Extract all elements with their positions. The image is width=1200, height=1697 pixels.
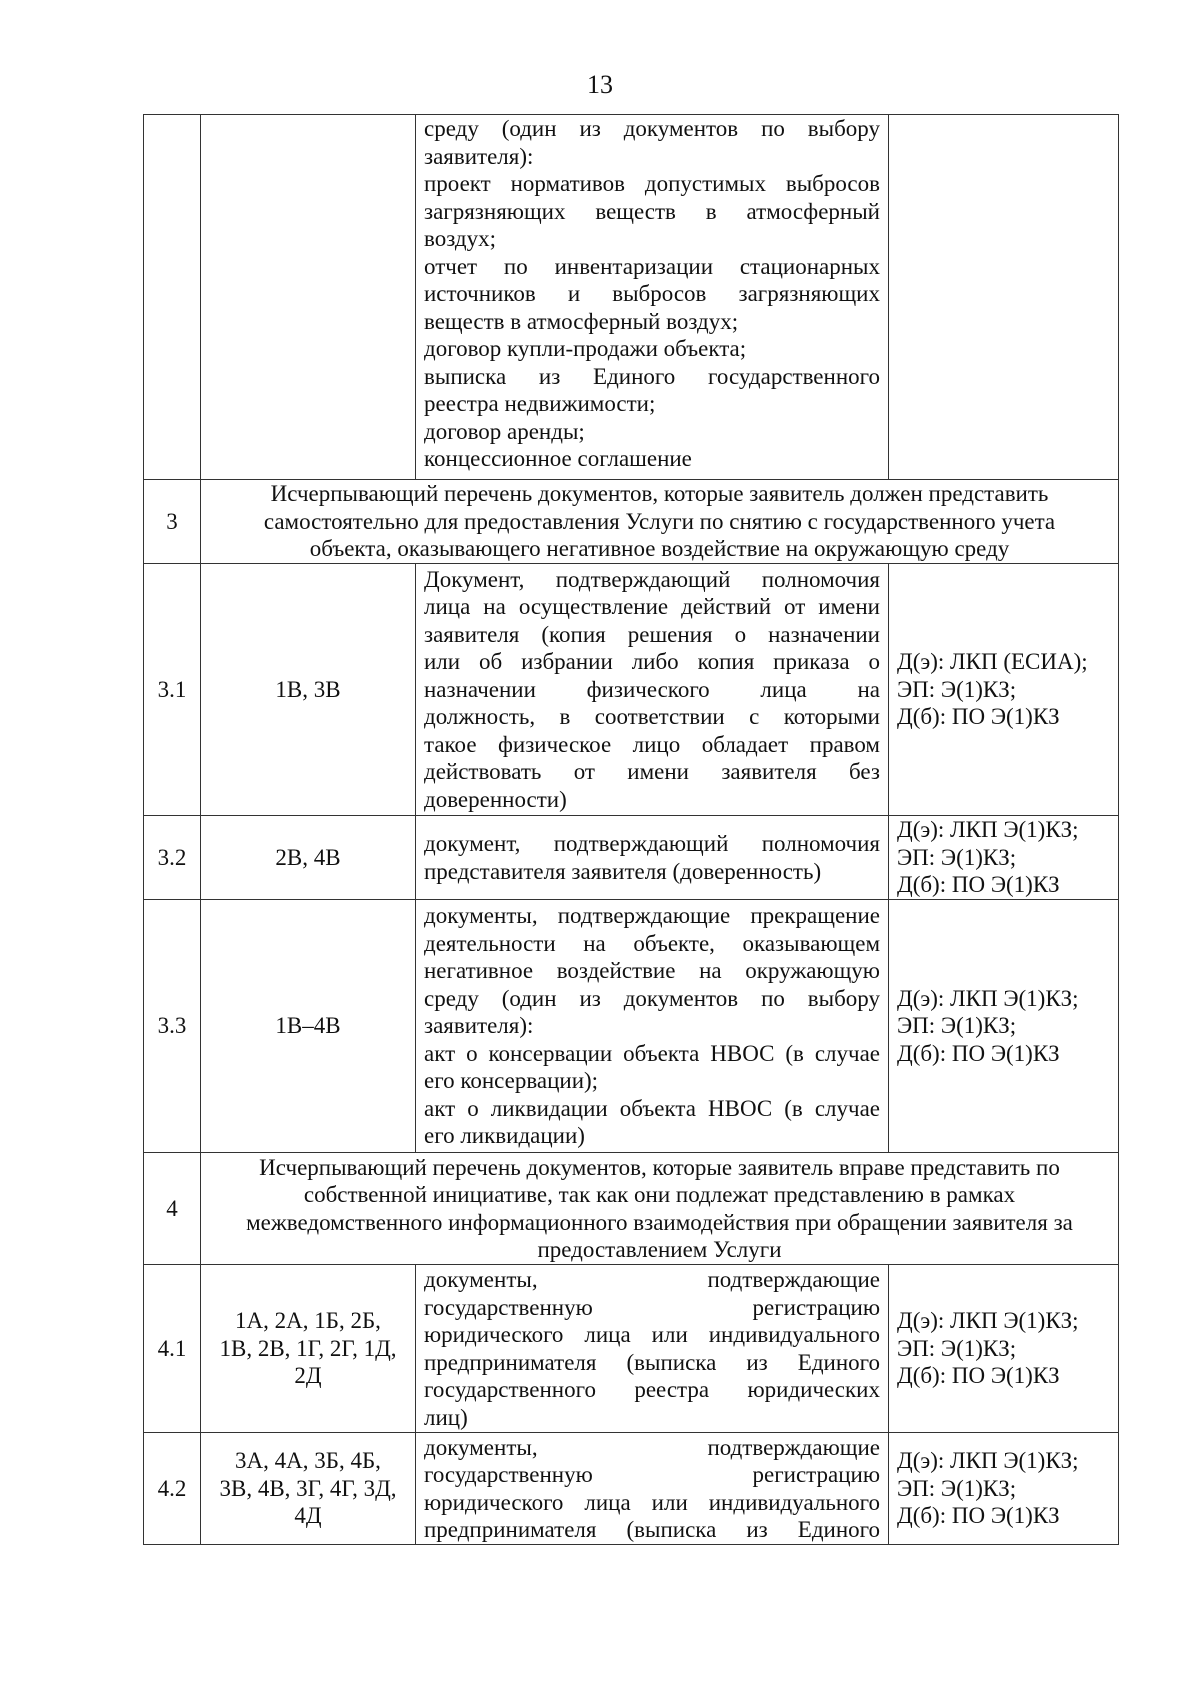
- section-title-line: самостоятельно для предоставления Услуги по снятию с государственного учета: [263, 508, 1056, 534]
- submission-way: ЭП: Э(1)КЗ;: [897, 844, 1017, 870]
- submission-way: Д(б): ПО Э(1)КЗ: [897, 1503, 1060, 1529]
- doc-line: государственную регистрацию: [424, 1462, 880, 1487]
- doc-line: выписка из Единого государственного: [424, 363, 880, 389]
- submission-ways-cell: [889, 564, 1119, 816]
- submission-way: Д(э): ЛКП Э(1)КЗ;: [897, 1448, 1079, 1474]
- category-line: 3В, 4В, 3Г, 4Г, 3Д,: [219, 1475, 397, 1501]
- section-title: [201, 1153, 1119, 1265]
- submission-ways-cell: [889, 900, 1119, 1153]
- doc-line: должность, в соответствии с которыми: [424, 704, 880, 730]
- section-number: 4: [144, 1153, 201, 1265]
- page-number: 13: [587, 70, 613, 99]
- doc-line: юридического лица или индивидуального: [424, 1489, 880, 1515]
- row-number: 3.2: [144, 816, 201, 900]
- section-row-3: [144, 480, 1119, 564]
- submission-way: Д(э): ЛКП Э(1)КЗ;: [897, 1308, 1079, 1334]
- doc-line: документы, подтверждающие прекращение: [424, 903, 880, 929]
- doc-line: предпринимателя (выписка из Единого: [424, 1517, 880, 1542]
- doc-line: среду (один из документов по выбору: [424, 985, 880, 1011]
- submission-way: Д(б): ПО Э(1)КЗ: [897, 1363, 1060, 1389]
- section-number: 3: [144, 480, 201, 564]
- doc-line: загрязняющих веществ в атмосферный: [424, 198, 880, 224]
- doc-line: воздух;: [424, 226, 496, 251]
- documents-cell: [416, 816, 889, 900]
- doc-line: лица на осуществление действий от имени: [424, 594, 880, 620]
- doc-line: назначении физического лица на: [424, 676, 880, 702]
- doc-line: лиц): [424, 1404, 468, 1430]
- doc-line: документы, подтверждающие: [424, 1267, 880, 1292]
- section-title-line: предоставлением Услуги: [537, 1237, 782, 1262]
- submission-ways-cell: [889, 1265, 1119, 1433]
- row-number-cell: [144, 115, 201, 480]
- doc-line: Документ, подтверждающий полномочия: [424, 566, 880, 592]
- submission-way: ЭП: Э(1)КЗ;: [897, 676, 1017, 702]
- applicant-categories: 2В, 4В: [201, 816, 416, 900]
- doc-line: акт о ликвидации объекта НВОС (в случае: [424, 1095, 880, 1121]
- category-cell: [201, 115, 416, 480]
- table-row-4-1: [144, 1265, 1119, 1433]
- applicant-categories: [201, 1265, 416, 1433]
- doc-line: или об избрании либо копия приказа о: [424, 649, 880, 675]
- category-line: 1В, 2В, 1Г, 2Г, 1Д,: [219, 1335, 397, 1361]
- documents-cell: [416, 115, 889, 480]
- section-title-line: межведомственного информационного взаимодействия при обращении заявителя за: [246, 1209, 1073, 1235]
- row-number: 4.1: [144, 1265, 201, 1433]
- category-line: 4Д: [294, 1503, 322, 1529]
- row-number: 4.2: [144, 1433, 201, 1545]
- section-row-4: [144, 1153, 1119, 1265]
- submission-way: Д(б): ПО Э(1)КЗ: [897, 704, 1060, 730]
- submission-way: Д(э): ЛКП Э(1)КЗ;: [897, 817, 1079, 843]
- table-row-4-2: [144, 1433, 1119, 1545]
- doc-line: отчет по инвентаризации стационарных: [424, 253, 880, 279]
- table-row-continued: [144, 115, 1119, 480]
- doc-line: доверенности): [424, 786, 567, 812]
- doc-line: заявителя):: [424, 143, 534, 169]
- submission-way: Д(э): ЛКП Э(1)КЗ;: [897, 985, 1079, 1011]
- documents-cell: [416, 1433, 889, 1545]
- doc-line: государственного реестра юридических: [424, 1377, 880, 1402]
- doc-line: такое физическое лицо обладает правом: [424, 731, 880, 757]
- doc-line: его консервации);: [424, 1068, 599, 1094]
- table-row-3-3: [144, 900, 1119, 1153]
- doc-line: проект нормативов допустимых выбросов: [424, 171, 880, 196]
- submission-way: ЭП: Э(1)КЗ;: [897, 1475, 1017, 1501]
- doc-line: документ, подтверждающий полномочия: [424, 831, 880, 856]
- applicant-categories: 1В–4В: [201, 900, 416, 1153]
- table-row-3-1: [144, 564, 1119, 816]
- section-title-line: собственной инициативе, так как они подлежат представлению в рамках: [303, 1182, 1016, 1207]
- submission-ways-cell: [889, 816, 1119, 900]
- section-title-line: объекта, оказывающего негативное воздействие на окружающую среду: [309, 536, 1010, 562]
- documents-cell: [416, 1265, 889, 1433]
- applicant-categories: 1В, 3В: [201, 564, 416, 816]
- doc-line: договор купли-продажи объекта;: [424, 336, 747, 361]
- submission-way: ЭП: Э(1)КЗ;: [897, 1335, 1017, 1361]
- doc-line: концессионное соглашение: [424, 446, 692, 471]
- doc-line: представителя заявителя (доверенность): [424, 858, 822, 884]
- doc-line: предпринимателя (выписка из Единого: [424, 1349, 880, 1375]
- category-line: 2Д: [294, 1363, 322, 1389]
- doc-line: среду (один из документов по выбору: [424, 116, 880, 141]
- submission-way: Д(б): ПО Э(1)КЗ: [897, 1040, 1060, 1066]
- table-row-3-2: [144, 816, 1119, 900]
- doc-line: реестра недвижимости;: [424, 391, 656, 416]
- doc-line: государственную регистрацию: [424, 1294, 880, 1320]
- submission-ways-cell: [889, 1433, 1119, 1545]
- section-title-line: Исчерпывающий перечень документов, которые заявитель должен представить: [270, 481, 1049, 507]
- doc-line: источников и выбросов загрязняющих: [424, 281, 880, 306]
- doc-line: заявителя (копия решения о назначении: [424, 621, 880, 647]
- submission-ways-cell: [889, 115, 1119, 480]
- doc-line: договор аренды;: [424, 418, 585, 444]
- doc-line: документы, подтверждающие: [424, 1434, 880, 1460]
- row-number: 3.1: [144, 564, 201, 816]
- documents-cell: [416, 900, 889, 1153]
- doc-line: заявителя):: [424, 1013, 534, 1039]
- doc-line: деятельности на объекте, оказывающем: [424, 930, 880, 956]
- section-title: [201, 480, 1119, 564]
- row-number: 3.3: [144, 900, 201, 1153]
- submission-way: Д(б): ПО Э(1)КЗ: [897, 872, 1060, 898]
- section-title-line: Исчерпывающий перечень документов, которые заявитель вправе представить по: [259, 1154, 1060, 1180]
- documents-table: [143, 114, 1119, 1545]
- doc-line: негативное воздействие на окружающую: [424, 958, 880, 984]
- documents-cell: [416, 564, 889, 816]
- doc-line: действовать от имени заявителя без: [424, 759, 880, 785]
- category-line: 1А, 2А, 1Б, 2Б,: [235, 1308, 381, 1334]
- category-line: 3А, 4А, 3Б, 4Б,: [235, 1448, 381, 1474]
- submission-way: ЭП: Э(1)КЗ;: [897, 1013, 1017, 1039]
- doc-line: юридического лица или индивидуального: [424, 1322, 880, 1347]
- applicant-categories: [201, 1433, 416, 1545]
- doc-line: веществ в атмосферный воздух;: [424, 308, 739, 334]
- doc-line: его ликвидации): [424, 1123, 585, 1149]
- submission-way: Д(э): ЛКП (ЕСИА);: [897, 649, 1088, 675]
- doc-line: акт о консервации объекта НВОС (в случае: [424, 1040, 880, 1066]
